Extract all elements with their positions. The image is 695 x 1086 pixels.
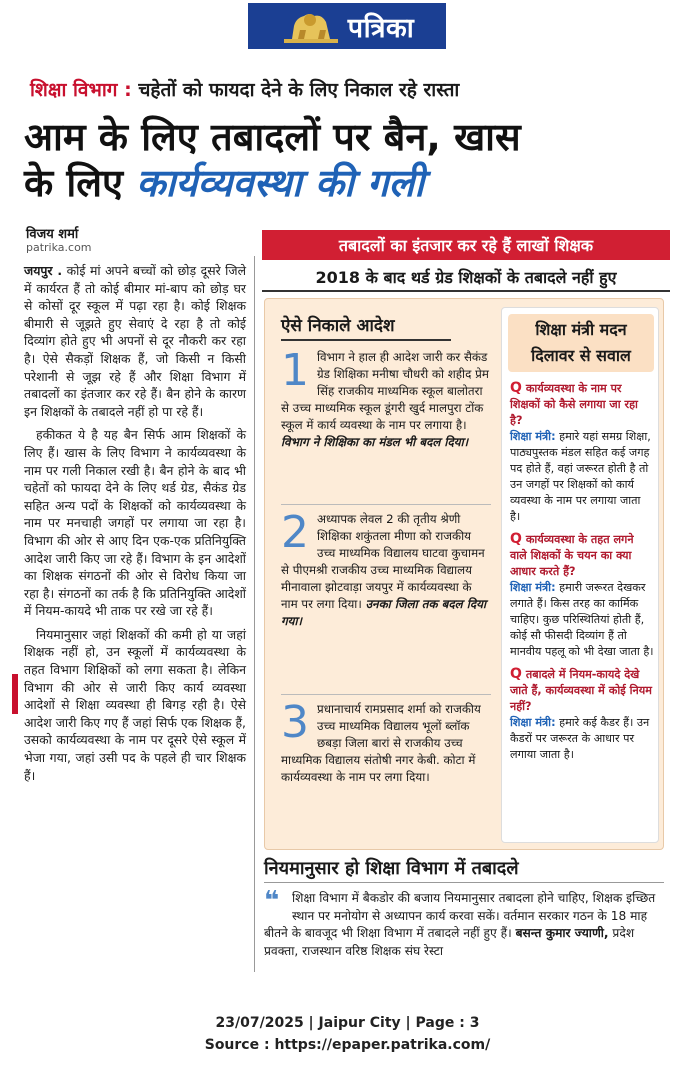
qa-answer xyxy=(510,429,654,525)
news-clipping xyxy=(12,64,680,984)
quote-person: बसन्त कुमार ज्याणी, xyxy=(515,926,609,941)
headline-line-2 xyxy=(24,160,664,206)
quote-person-role: प्रदेश प्रवक्ता, राजस्थान वरिष्ठ शिक्षक संघ रेस्टा xyxy=(264,926,635,958)
qa-list xyxy=(510,380,654,763)
body-paragraph-2: हकीकत ये है यह बैन सिर्फ आम शिक्षकों के लिए हैं। खास के लिए विभाग ने कार्यव्यवस्था के नाम पर गली निकाल रखी है। बैन होने के बाद भी चहेतों को फायदा देने के लिए थर्ड ग्रेड, सैकंड ग्रेड सहित अन्य पदों के शिक्षकों को कार्यव्यवस्था के नाम पर मनचाही जगहों पर लगाया जा रहा है। विभाग की ओर से आए दिन एक-एक प्रतिनियुक्ति आदेश जारी किए जा रहे हैं। विभाग के इन आदेशों का शिक्षक संगठनों की ओर से विरोध किया जा रहा है। संगठनों का तर्क है कि प्रतिनियुक्ति आदेशों में नियम-कायदे भी ताक पर रखे जा रहे हैं। xyxy=(24,427,246,619)
question-text: कार्यव्यवस्था के नाम पर शिक्षकों को कैसे लगाया जा रहा है? xyxy=(510,382,638,427)
ribbon-banner: तबादलों का इंतजार कर रहे हैं लाखों शिक्षक xyxy=(262,230,670,260)
orders-title: ऐसे निकाले आदेश xyxy=(281,316,395,336)
headline-line-1: आम के लिए तबादलों पर बैन, खास xyxy=(24,115,521,159)
masthead xyxy=(248,3,446,49)
order-number: 2 xyxy=(281,507,309,558)
order-item xyxy=(281,697,491,786)
bottom-divider xyxy=(264,882,664,883)
orders-title-divider xyxy=(281,339,451,341)
order-divider xyxy=(281,694,491,695)
body-paragraph-1-text: कोई मां अपने बच्चों को छोड़ दूसरे जिले में कार्यरत हैं तो कोई बीमार मां-बाप को छोड़ घर से कोसों दूर स्कूल में पढ़ा रहा है। कोई शिक्षक बीमारी से जूझते हुए सेवाएं दे रहा है तो कोई दिव्यांग होते हुए भी अपनों से दूर नौकरी कर रहा है। ऐसे सैकड़ों शिक्षक हैं, जो किसी न किसी परेशानी से जूझ रहे हैं और शिक्षा विभाग में तबादलों का इंतजार कर रहे हैं। बैन होने के कारण इन शिक्षकों के तबादले नहीं हो पा रहे हैं। xyxy=(24,263,246,419)
article-body xyxy=(24,262,246,784)
order-text: अध्यापक लेवल 2 की तृतीय श्रेणी शिक्षिका शकुंतला मीणा को राजकीय उच्च माध्यमिक विद्यालय घाटवा कुचामन से पीएमश्री राजकीय उच्च माध्यमिक विद्यालय मीनावाला झोटवाड़ा जयपुर में कार्यव्यवस्था के नाम पर लगा दिया। xyxy=(281,512,485,611)
bottom-headline: नियमानुसार हो शिक्षा विभाग में तबादले xyxy=(264,858,519,879)
source-footer xyxy=(0,1012,695,1056)
author-byline: विजय शर्मा xyxy=(26,227,79,242)
answer-label: शिक्षा मंत्री: xyxy=(510,430,556,443)
order-number: 3 xyxy=(281,697,309,748)
subhead-divider xyxy=(262,290,670,292)
qa-title-line-1: शिक्षा मंत्री मदन xyxy=(535,320,627,339)
column-divider xyxy=(254,256,255,972)
kicker-text: चहेतों को फायदा देने के लिए निकाल रहे रास्ता xyxy=(138,79,460,101)
brand-name: पत्रिका xyxy=(347,12,415,44)
kicker-dept: शिक्षा विभाग : xyxy=(30,79,132,101)
footer-source-line: Source : https://epaper.patrika.com/ xyxy=(204,1037,491,1053)
order-item xyxy=(281,345,491,451)
lion-emblem-icon xyxy=(280,6,342,46)
kicker xyxy=(30,76,459,102)
body-paragraph-1 xyxy=(24,262,246,420)
body-paragraph-3: नियमानुसार जहां शिक्षकों की कमी हो या जहां शिक्षक नहीं हो, उन स्कूलों में कार्यव्यवस्था के तहत विभाग शिक्षिकों को लगा सकता है। लेकिन विभाग की ओर से जारी किए कार्य व्यवस्था आदेशों से शिक्षा व्यवस्था ही बिगड़ रही है। ऐसे आदेश जारी किए गए हैं जहां सिर्फ एक शिक्षक हैं, उसको कार्यव्यवस्था के नाम पर दूसरे ऐसे स्कूल में भेजा गया, जहां उसी पद के पहले ही चार शिक्षक हैं। xyxy=(24,626,246,783)
qa-question xyxy=(510,666,654,715)
footer-date-line: 23/07/2025 | Jaipur City | Page : 3 xyxy=(215,1015,480,1031)
question-marker: Q xyxy=(510,531,522,547)
answer-label: शिक्षा मंत्री: xyxy=(510,581,556,594)
qa-title xyxy=(508,314,654,372)
order-number: 1 xyxy=(281,345,309,396)
orders-box xyxy=(264,298,664,850)
question-text: तबादले में नियम-कायदे देखे जाते हैं, कार्यव्यवस्था में कोई नियम नहीं? xyxy=(510,668,652,713)
answer-text: हमारी जरूरत देखकर लगाते हैं। किस तरह का कार्मिक चाहिए। कुछ परिस्थितियां होती हैं, कोई सौ फीसदी दिव्यांग हैं तो मानवीय पहलू को भी देखा जाता है। xyxy=(510,581,654,658)
answer-label: शिक्षा मंत्री: xyxy=(510,716,556,729)
dateline-city: जयपुर . xyxy=(24,263,63,278)
headline xyxy=(24,114,664,206)
question-text: कार्यव्यवस्था के तहत लगने वाले शिक्षकों के चयन का क्या आधार करते हैं? xyxy=(510,533,634,578)
qa-answer xyxy=(510,580,654,660)
order-text: प्रधानाचार्य रामप्रसाद शर्मा को राजकीय उच्च माध्यमिक विद्यालय भूलों ब्लॉक छबड़ा जिला बारां से राजकीय उच्च माध्यमिक विद्यालय संतोषी नगर केबी. कोटा में कार्यव्यवस्था के नाम पर लगा दिया। xyxy=(281,702,481,784)
order-highlight: उनका जिला तक बदल दिया गया। xyxy=(281,597,486,628)
qa-answer xyxy=(510,715,654,763)
question-marker: Q xyxy=(510,666,522,682)
order-divider xyxy=(281,504,491,505)
answer-text: हमारे यहां समग्र शिक्षा, पाठ्यपुस्तक मंडल सहित कई जगह पद होते हैं, वहां जरूरत होती है तो उन जगहों पर शिक्षकों को कार्य व्यवस्था के नाम पर लगाया जाता है। xyxy=(510,430,651,523)
order-text: विभाग ने हाल ही आदेश जारी कर सैकंड ग्रेड शिक्षिका मनीषा चौधरी को शहीद प्रेम सिंह राजकीय माध्यमिक स्कूल बालोतरा से उच्च माध्यमिक स्कूल डूंगरी खुर्द मालपुरा टोंक स्कूल में कार्य व्यवस्था के नाम पर लगाया है। xyxy=(281,350,489,432)
order-item xyxy=(281,507,491,630)
question-marker: Q xyxy=(510,380,522,396)
headline-accent: कार्यव्यवस्था की गली xyxy=(136,161,425,205)
headline-prefix: के लिए xyxy=(24,161,124,205)
edge-marker xyxy=(12,674,18,714)
qa-question xyxy=(510,380,654,429)
quote-text: शिक्षा विभाग में बैकडोर की बजाय नियमानुसार तबादला होने चाहिए, शिक्षक इच्छित स्थान पर मनोयोग से अध्यापन कार्य करवा सकें। वर्तमान सरकार गठन के 18 माह बीतने के बावजूद भी शिक्षा विभाग में तबादले नहीं हुए हैं। xyxy=(264,891,656,941)
quote-mark-icon: ❝ xyxy=(264,886,280,916)
order-highlight: विभाग ने शिक्षिका का मंडल भी बदल दिया। xyxy=(281,435,469,449)
quote-block xyxy=(264,886,664,960)
subheadline: 2018 के बाद थर्ड ग्रेड शिक्षकों के तबादले नहीं हुए xyxy=(315,268,617,287)
site-name: patrika.com xyxy=(26,241,92,254)
qa-question xyxy=(510,531,654,580)
answer-text: हमारे कई कैडर हैं। उन कैडरों पर जरूरत के आधार पर लगाया जाता है। xyxy=(510,716,650,761)
qa-title-line-2: दिलावर से सवाल xyxy=(531,346,631,365)
minister-qa-box xyxy=(501,307,659,843)
